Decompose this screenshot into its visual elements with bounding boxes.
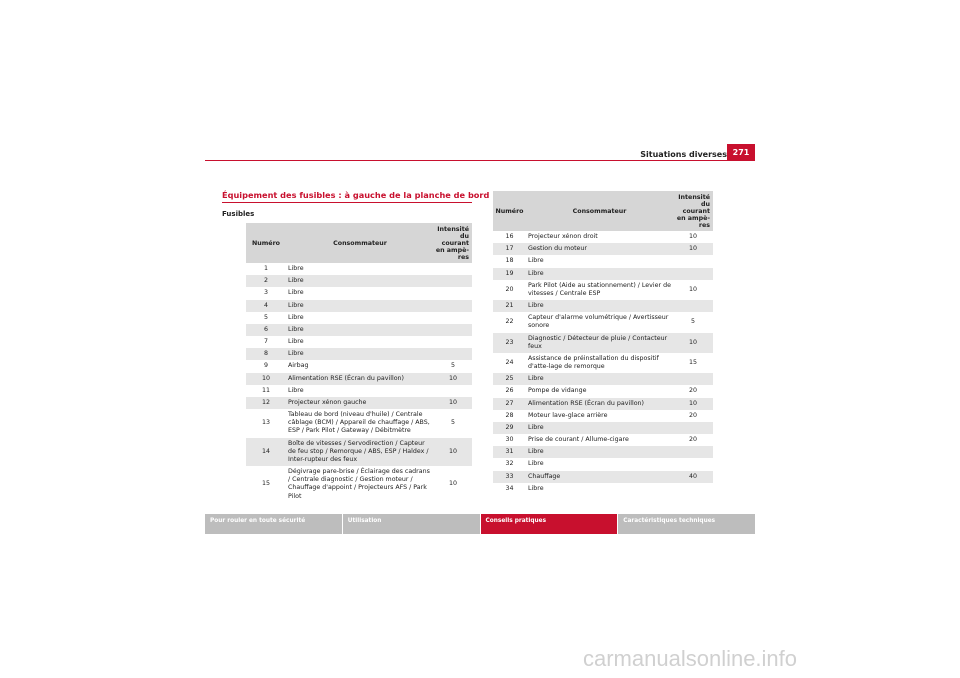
fuse-amperage: 10 bbox=[673, 243, 713, 255]
fuse-number: 18 bbox=[505, 257, 514, 265]
fuse-number: 10 bbox=[246, 373, 286, 385]
fuse-consumer: Chauffage bbox=[526, 471, 673, 483]
table-row bbox=[493, 300, 713, 312]
fuse-amperage: 5 bbox=[450, 419, 455, 427]
fuse-amperage: 10 bbox=[434, 438, 472, 467]
sub-title: Fusibles bbox=[222, 210, 255, 218]
table-row bbox=[246, 300, 472, 312]
table-row bbox=[246, 438, 472, 467]
fuse-consumer: Prise de courant / Allume-cigare bbox=[528, 436, 629, 444]
header-rule bbox=[205, 160, 755, 161]
table-row bbox=[493, 312, 713, 332]
fuse-consumer: Libre bbox=[288, 289, 304, 297]
fuse-number: 2 bbox=[246, 275, 286, 287]
table-row bbox=[246, 336, 472, 348]
table-row bbox=[493, 422, 713, 434]
fuse-number: 7 bbox=[263, 338, 268, 346]
fuse-number: 20 bbox=[505, 285, 514, 293]
fuse-amperage: 20 bbox=[688, 411, 697, 419]
fuse-number: 32 bbox=[505, 460, 514, 468]
fuse-number: 21 bbox=[493, 300, 526, 312]
table-row bbox=[493, 255, 713, 267]
fuse-consumer: Libre bbox=[288, 313, 304, 321]
table-row bbox=[246, 397, 472, 409]
footer-tab-usage[interactable]: Utilisation bbox=[343, 514, 480, 534]
fuse-consumer: Libre bbox=[288, 386, 304, 394]
table-row bbox=[246, 348, 472, 360]
fuse-number: 6 bbox=[246, 324, 286, 336]
fuse-number: 11 bbox=[261, 386, 270, 394]
fuse-consumer: Libre bbox=[528, 460, 544, 468]
fuse-amperage bbox=[434, 336, 472, 348]
fuse-amperage bbox=[673, 255, 713, 267]
fuse-number: 1 bbox=[263, 265, 268, 272]
fuse-amperage bbox=[434, 287, 472, 299]
fuse-number: 9 bbox=[263, 362, 268, 370]
fuse-amperage bbox=[673, 422, 713, 434]
fuse-consumer: Libre bbox=[288, 265, 304, 272]
fuse-amperage bbox=[673, 373, 713, 385]
fuse-consumer: Libre bbox=[526, 268, 673, 280]
table-row bbox=[246, 324, 472, 336]
fuse-number: 25 bbox=[493, 373, 526, 385]
fuse-amperage bbox=[673, 446, 713, 458]
fuse-number: 27 bbox=[493, 398, 526, 410]
table-row bbox=[493, 483, 713, 495]
fuse-amperage: 15 bbox=[688, 358, 697, 366]
fuse-consumer: Assistance de préinstallation du dispositif d'atte-lage de remorque bbox=[528, 354, 659, 371]
fuse-consumer: Boîte de vitesses / Servodirection / Capteur de feu stop / Remorque / ABS, ESP / Haldex / Inter-rupteur des feux bbox=[286, 438, 434, 467]
fuse-number: 29 bbox=[493, 422, 526, 434]
table-row bbox=[246, 360, 472, 372]
fuse-consumer: Libre bbox=[286, 300, 434, 312]
table-row bbox=[493, 410, 713, 422]
fuse-amperage: 20 bbox=[688, 436, 697, 444]
fuse-number: 30 bbox=[505, 436, 514, 444]
col-header-amperage: Intensité du courant en ampè-res bbox=[673, 191, 713, 231]
fuse-consumer: Libre bbox=[528, 257, 544, 265]
page-number: 271 bbox=[727, 144, 755, 160]
fuse-amperage bbox=[434, 348, 472, 360]
fuse-number: 22 bbox=[505, 318, 514, 326]
col-header-number: Numéro bbox=[246, 223, 286, 263]
col-header-number: Numéro bbox=[493, 191, 526, 231]
table-row bbox=[493, 373, 713, 385]
fuse-consumer: Pompe de vidange bbox=[528, 387, 587, 395]
footer-tab-specs[interactable]: Caractéristiques techniques bbox=[618, 514, 755, 534]
fuse-consumer: Libre bbox=[286, 348, 434, 360]
fuse-amperage: 10 bbox=[688, 285, 697, 293]
fuse-number: 24 bbox=[505, 358, 514, 366]
fuse-number: 3 bbox=[263, 289, 268, 297]
table-row bbox=[493, 243, 713, 255]
fuse-amperage: 10 bbox=[673, 398, 713, 410]
fuse-consumer: Gestion du moteur bbox=[526, 243, 673, 255]
table-row bbox=[246, 287, 472, 299]
fuse-amperage bbox=[434, 312, 472, 324]
fuse-number: 12 bbox=[246, 397, 286, 409]
fuse-consumer: Libre bbox=[286, 324, 434, 336]
fuse-number: 26 bbox=[505, 387, 514, 395]
fuse-number: 17 bbox=[493, 243, 526, 255]
fuse-consumer: Libre bbox=[288, 338, 304, 346]
fuse-number: 14 bbox=[246, 438, 286, 467]
fuse-amperage: 5 bbox=[690, 318, 695, 326]
table-row bbox=[493, 446, 713, 458]
fuse-consumer: Capteur d'alarme volumétrique / Avertisseur sonore bbox=[528, 314, 669, 330]
fuse-consumer: Libre bbox=[526, 446, 673, 458]
footer-tab-practical-tips[interactable]: Conseils pratiques bbox=[481, 514, 618, 534]
fuse-amperage bbox=[673, 483, 713, 495]
fuse-amperage: 40 bbox=[673, 471, 713, 483]
fuse-amperage bbox=[434, 263, 472, 275]
fuse-number: 33 bbox=[493, 471, 526, 483]
table-row bbox=[493, 268, 713, 280]
fuse-consumer: Airbag bbox=[288, 362, 309, 370]
table-row bbox=[246, 373, 472, 385]
fuse-amperage: 5 bbox=[450, 362, 455, 370]
table-row bbox=[493, 471, 713, 483]
fuse-number: 31 bbox=[493, 446, 526, 458]
fuse-consumer: Diagnostic / Détecteur de pluie / Contacteur feux bbox=[526, 333, 673, 353]
table-row bbox=[493, 280, 713, 300]
table-row bbox=[493, 353, 713, 373]
fuse-number: 23 bbox=[493, 333, 526, 353]
footer-tab-safety[interactable]: Pour rouler en toute sécurité bbox=[205, 514, 342, 534]
fuse-amperage: 10 bbox=[448, 480, 457, 488]
fuse-amperage bbox=[434, 300, 472, 312]
fuse-number: 28 bbox=[505, 411, 514, 419]
fuse-table-right bbox=[493, 191, 713, 495]
table-row bbox=[493, 398, 713, 410]
fuse-number: 8 bbox=[246, 348, 286, 360]
fuse-amperage: 10 bbox=[673, 333, 713, 353]
fuse-amperage: 10 bbox=[434, 397, 472, 409]
fuse-amperage bbox=[673, 300, 713, 312]
col-header-consumer: Consommateur bbox=[286, 223, 434, 263]
fuse-amperage: 10 bbox=[688, 233, 697, 240]
table-row bbox=[493, 385, 713, 397]
fuse-table-left bbox=[246, 223, 472, 503]
fuse-consumer: Projecteur xénon droit bbox=[528, 233, 598, 240]
fuse-consumer: Alimentation RSE (Écran du pavillon) bbox=[286, 373, 434, 385]
table-row bbox=[246, 409, 472, 438]
fuse-amperage bbox=[673, 268, 713, 280]
table-row bbox=[493, 333, 713, 353]
footer-nav bbox=[205, 514, 755, 534]
fuse-consumer: Projecteur xénon gauche bbox=[286, 397, 434, 409]
col-header-consumer: Consommateur bbox=[526, 191, 673, 231]
table-row bbox=[246, 263, 472, 275]
table-row bbox=[246, 385, 472, 397]
fuse-table-right-body bbox=[493, 231, 713, 495]
fuse-number: 16 bbox=[505, 233, 514, 240]
table-row bbox=[246, 275, 472, 287]
fuse-number: 34 bbox=[505, 484, 514, 492]
fuse-consumer: Dégivrage pare-brise / Éclairage des cadrans / Centrale diagnostic / Gestion moteur / Chauffage d'appoint / Projecteurs AFS / Park Pilot bbox=[288, 468, 430, 500]
watermark: carmanualsonline.info bbox=[583, 646, 798, 671]
table-row bbox=[246, 312, 472, 324]
fuse-table-left-body bbox=[246, 263, 472, 503]
fuse-amperage: 10 bbox=[434, 373, 472, 385]
fuse-consumer: Libre bbox=[286, 275, 434, 287]
fuse-amperage bbox=[434, 385, 472, 397]
fuse-amperage bbox=[434, 275, 472, 287]
fuse-consumer: Libre bbox=[526, 373, 673, 385]
fuse-number: 19 bbox=[493, 268, 526, 280]
table-row bbox=[246, 466, 472, 503]
fuse-amperage bbox=[434, 324, 472, 336]
fuse-number: 4 bbox=[246, 300, 286, 312]
header-title: Situations diverses bbox=[640, 150, 727, 159]
table-row bbox=[493, 231, 713, 243]
table-row bbox=[493, 458, 713, 470]
fuse-number: 13 bbox=[261, 419, 270, 427]
fuse-consumer: Libre bbox=[528, 484, 544, 492]
fuse-consumer: Tableau de bord (niveau d'huile) / Centrale câblage (BCM) / Appareil de chauffage / ABS, ESP / Park Pilot / Gateway / Débitmètre bbox=[288, 411, 430, 435]
fuse-consumer: Park Pilot (Aide au stationnement) / Levier de vitesses / Centrale ESP bbox=[528, 281, 671, 297]
section-title: Équipement des fusibles : à gauche de la planche de bord bbox=[222, 190, 472, 203]
fuse-consumer: Moteur lave-glace arrière bbox=[528, 411, 608, 419]
col-header-amperage: Intensité du courant en ampè-res bbox=[434, 223, 472, 263]
fuse-consumer: Alimentation RSE (Écran du pavillon) bbox=[526, 398, 673, 410]
table-row bbox=[493, 434, 713, 446]
fuse-consumer: Libre bbox=[526, 422, 673, 434]
fuse-number: 5 bbox=[263, 313, 268, 321]
fuse-amperage: 20 bbox=[688, 387, 697, 395]
fuse-consumer: Libre bbox=[526, 300, 673, 312]
fuse-amperage bbox=[673, 458, 713, 470]
fuse-number: 15 bbox=[261, 480, 270, 488]
